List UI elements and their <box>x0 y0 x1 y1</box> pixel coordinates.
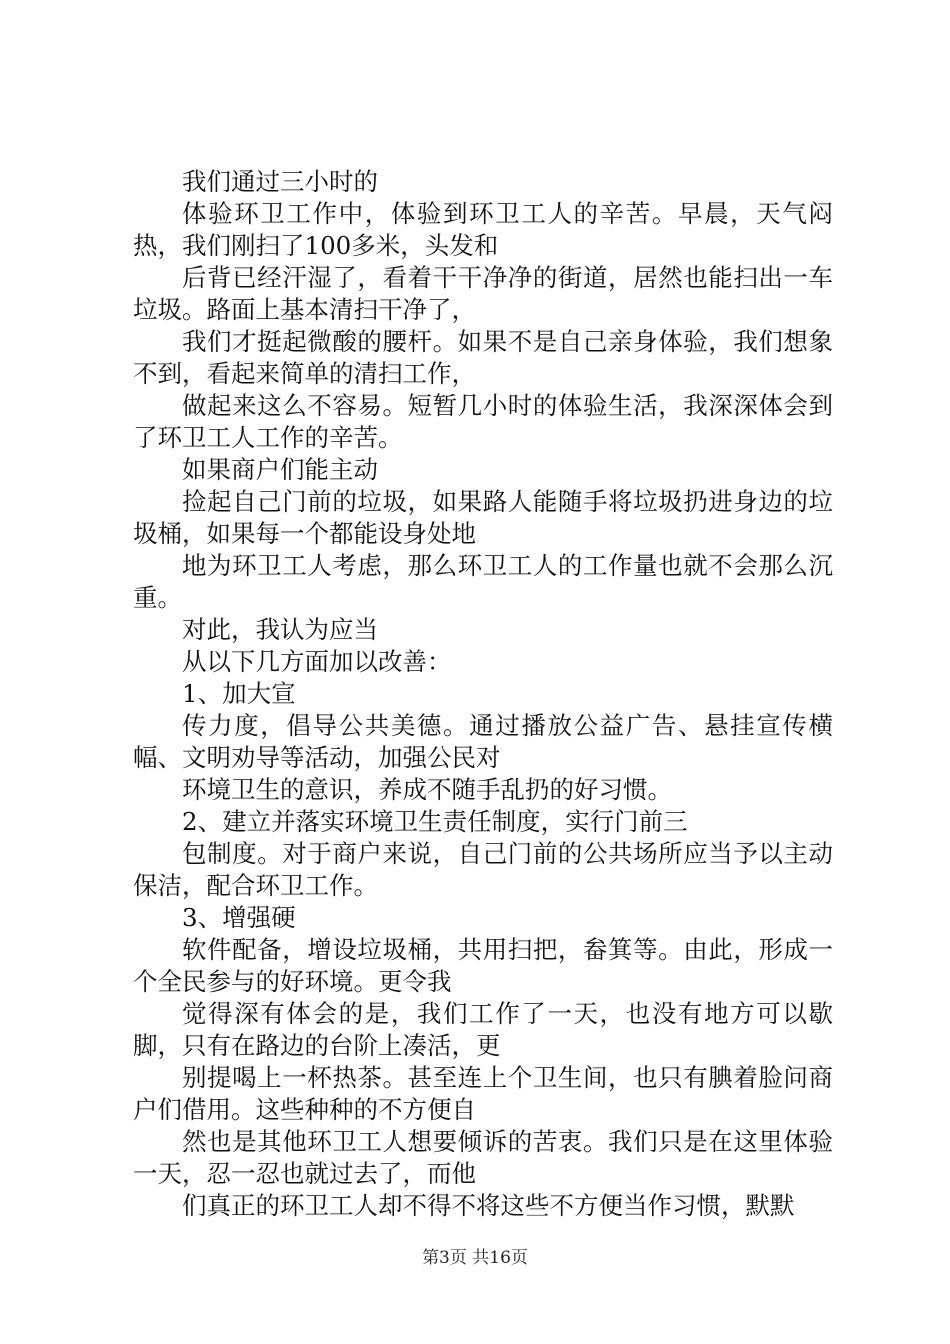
paragraph: 我们才挺起微酸的腰杆。如果不是自己亲身体验，我们想象不到，看起来简单的清扫工作， <box>133 327 833 388</box>
paragraph: 们真正的环卫工人却不得不将这些不方便当作习惯，默默 <box>182 1191 795 1220</box>
paragraph: 环境卫生的意识，养成不随手乱扔的好习惯。 <box>182 775 672 804</box>
paragraph: 做起来这么不容易。短暂几小时的体验生活，我深深体会到了环卫工人工作的辛苦。 <box>133 391 833 452</box>
paragraph: 别提喝上一杯热茶。甚至连上个卫生间，也只有腆着脸问商户们借用。这些种种的不方便自 <box>133 1063 833 1124</box>
list-item-heading: 2、建立并落实环境卫生责任制度，实行门前三 <box>182 807 688 836</box>
paragraph: 如果商户们能主动 <box>182 455 378 484</box>
list-item-heading: 3、增强硬 <box>182 903 296 932</box>
paragraph: 觉得深有体会的是，我们工作了一天，也没有地方可以歇脚，只有在路边的台阶上凑活，更 <box>133 999 833 1060</box>
paragraph: 体验环卫工作中，体验到环卫工人的辛苦。早晨，天气闷热，我们刚扫了100多米，头发和 <box>133 199 833 260</box>
paragraph: 捡起自己门前的垃圾，如果路人能随手将垃圾扔进身边的垃圾桶，如果每一个都能设身处地 <box>133 487 833 548</box>
paragraph: 我们通过三小时的 <box>182 167 378 196</box>
document-body <box>133 166 833 1222</box>
paragraph: 地为环卫工人考虑，那么环卫工人的工作量也就不会那么沉重。 <box>133 551 833 612</box>
paragraph: 从以下几方面加以改善： <box>182 647 452 676</box>
list-item-heading: 1、加大宣 <box>182 679 296 708</box>
paragraph: 包制度。对于商户来说，自己门前的公共场所应当予以主动保洁，配合环卫工作。 <box>133 839 833 900</box>
page-number-footer: 第3页 共16页 <box>422 1248 528 1268</box>
paragraph: 后背已经汗湿了，看着干干净净的街道，居然也能扫出一车垃圾。路面上基本清扫干净了， <box>133 263 833 324</box>
paragraph: 然也是其他环卫工人想要倾诉的苦衷。我们只是在这里体验一天，忍一忍也就过去了，而他 <box>133 1127 833 1188</box>
paragraph: 传力度，倡导公共美德。通过播放公益广告、悬挂宣传横幅、文明劝导等活动，加强公民对 <box>133 711 833 772</box>
paragraph: 软件配备，增设垃圾桶，共用扫把，畚箕等。由此，形成一个全民参与的好环境。更令我 <box>133 935 833 996</box>
paragraph: 对此，我认为应当 <box>182 615 378 644</box>
